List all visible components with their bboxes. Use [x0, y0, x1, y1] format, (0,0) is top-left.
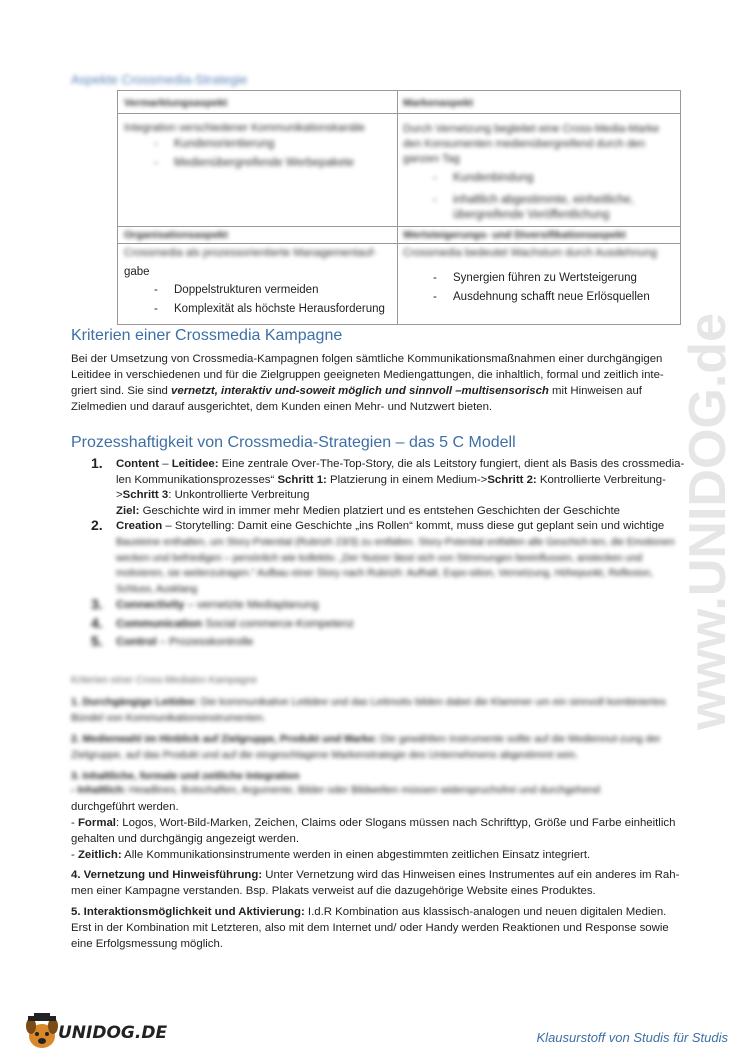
paragraph-text: durchgeführt werden. [71, 801, 179, 813]
item-text: Social commerce-Kompetenz [202, 618, 355, 630]
table-cell-text: Crossmedia als prozessorientierte Managementauf- [124, 247, 377, 259]
list-number: 2. [91, 517, 103, 533]
list-item: - Kundenorientierung [154, 138, 392, 150]
section-title-kriterien: Kriterien einer Crossmedia Kampagne [71, 327, 343, 344]
item-label: Content [116, 458, 160, 470]
list-item-communication [116, 617, 688, 633]
paragraph-integration-heading [71, 769, 683, 785]
footer-tagline: Klausurstoff von Studis für Studis [536, 1030, 728, 1045]
table-header-organisation: Organisationsaspekt [124, 229, 228, 241]
list-number: 1. [91, 455, 103, 471]
item-label: Ziel: [116, 504, 140, 517]
section-title-5c-modell: Prozesshaftigkeit von Crossmedia-Strategien – das 5 C Modell [71, 434, 516, 451]
paragraph-text: Bei der Umsetzung von Crossmedia-Kampagnen folgen sämtliche Kommunikationsmaßnahmen einer durchgängigen Leitidee in verschiedenen und für die Zielgruppen geeigneten Mediengattungen, die inhaltlich, formal und zeitlich inte-griert sind. Sie sind [71, 353, 664, 397]
logo-text: UNIDOG.DE [58, 1023, 168, 1043]
paragraph-label: 1. Durchgängige Leitidee: [71, 697, 199, 708]
paragraph-text: Die gewählten Instrumente sollte auf die Mediennut-zung der Zielgruppe, auf das Produkt und auf die eingeschlagene Markenstrategie des Unternehmens abgestimmt sein. [71, 734, 661, 761]
paragraph-label: Formal [77, 817, 116, 829]
table-divider [118, 113, 680, 114]
paragraph-leitidee [71, 695, 683, 727]
paragraph-text: Alle Kommunikationsinstrumente werden in einen abgestimmten zeitlichen Einsatz integriert. [121, 849, 591, 861]
list-item-creation-blurred: Bausteine enthalten, um Story-Potential (Rubrizh 23/3) zu entfalten. Story-Potential entfalten alle Geschich-ten, die Emotionen wecken und befriedigen – persönlich wie kollektiv. „Der Nutzer lässt sich von Stimmungen beeinflussen, anstecken und motivieren, sie weiterzutragen.“ Aufbau einer Story nach Rubrizh: Aufhalt, Expo-sition, Vernetzung, Höhepunkt, Reflexion, Schluss, Ausklang [116, 537, 675, 595]
paragraph-text: Die kommunikative Leitidee und das Leitmotiv bilden dabei die Klammer um ein sinnvoll kombiniertes Bündel von Kommunikationsinstrumenten. [71, 697, 666, 724]
watermark-text: www.UNIDOG.de [679, 313, 737, 730]
paragraph-integration: durchgeführt werden. - Formal: Logos, Wort-Bild-Marken, Zeichen, Claims oder Slogans müssen nach Schrifttyp, Größe und Farbe einheitlich gehalten und durchgängig angezeigt werden. - Zeitlich: Alle Kommunikationsinstrumente werden in einen abgestimmten zeitlichen Einsatz integriert. [71, 801, 676, 861]
paragraph-text: Unter Vernetzung wird das Hinweisen eines Instrumentes auf ein anderes im Rah-men einer Kampagne verstanden. Bsp. Plakats verweist auf die dazugehörige Website eines Produktes. [71, 869, 680, 897]
paragraph-label: Zeitlich: [77, 849, 122, 861]
table-cell-text: Durch Vernetzung begleitet eine Cross-Media-Marke den Konsumenten medienübergreifend durch den ganzen Tag [403, 123, 660, 165]
item-label: Leitidee: [171, 458, 219, 470]
five-c-list [91, 455, 686, 649]
list-item-content [116, 457, 688, 519]
paragraph-vernetzung [71, 867, 683, 899]
item-text: : Unkontrollierte Verbreitung [168, 489, 310, 502]
item-label: Connectivity [116, 599, 185, 611]
table-cell-text: Crossmedia bedeutet Wachstum durch Ausdehnung [403, 247, 657, 259]
list-number: 5. [91, 633, 103, 649]
aspects-table [117, 90, 681, 325]
list-item: - Komplexität als höchste Herausforderung [154, 303, 392, 315]
section-heading-aspekte: Aspekte Crossmedia-Strategie [71, 72, 248, 87]
paragraph-label: - Inhaltlich: [71, 785, 127, 796]
small-heading-kriterien: Kriterien einer Cross-Medialen Kampagne [71, 675, 258, 686]
item-text: Platzierung in einem Medium-> [326, 473, 488, 486]
table-cell-text: gabe [124, 266, 150, 278]
list-item-connectivity [116, 598, 688, 614]
list-item: - Doppelstrukturen vermeiden [154, 284, 392, 296]
item-label: Control [116, 636, 157, 648]
paragraph-label: 3. Inhaltliche, formale und zeitliche Integration [71, 771, 300, 782]
item-text: – [159, 458, 172, 470]
item-label: Schritt 1: [277, 473, 327, 486]
paragraph-interaktion [71, 904, 683, 952]
item-text: Geschichte wird in immer mehr Medien platziert und es entstehen Geschichten der Geschichte [139, 504, 620, 517]
table-header-wertsteigerung: Wertsteigerungs- und Diversifikationsaspekt [403, 229, 626, 241]
table-header-vermarktung: Vermarktungsaspekt [124, 97, 228, 109]
paragraph-label: 5. Interaktionsmöglichkeit und Aktivierung: [71, 906, 305, 918]
list-item: - inhaltlich abgestimmte, einheitliche, übergreifende Veröffentlichung [433, 193, 671, 223]
paragraph-label: 4. Vernetzung und Hinweisführung: [71, 869, 263, 881]
list-item: - Medienübergreifende Werbepakete [154, 157, 392, 169]
paragraph-emphasis: vernetzt, interaktiv und-soweit möglich und sinnvoll –multisensorisch [171, 385, 549, 397]
item-text: – Prozesskontrolle [156, 636, 254, 648]
item-label: Communication [116, 618, 203, 630]
list-number: 3. [91, 596, 103, 612]
list-number: 4. [91, 615, 103, 631]
dog-icon [22, 1012, 62, 1052]
paragraph-label: 2. Medienwahl im Hinblick auf Zielgruppe, Produkt und Marke: [71, 734, 378, 745]
paragraph-inhaltlich [71, 785, 683, 797]
list-item-creation [116, 519, 688, 535]
paragraph-text: mit Hinweisen auf Zielmedien und darauf ausgerichtet, dem Kunden einen Mehr- und Nutzwert bieten. [71, 385, 642, 413]
item-text: Kontrollierte Verbreitung-> [116, 473, 666, 502]
list-item-control [116, 635, 688, 651]
paragraph-text: Headlines, Botschaften, Argumente, Bilder oder Bildwelten müssen widerspruchsfrei und durchgehend [126, 785, 601, 796]
table-divider [118, 243, 680, 244]
item-label: Schritt 3 [122, 489, 169, 502]
item-label: Schritt 2: [487, 473, 537, 486]
item-text: – vernetzte Mediaplanung [184, 599, 319, 611]
list-item: - Synergien führen zu Wertsteigerung [433, 272, 671, 284]
item-label: Creation [116, 520, 163, 532]
table-header-marke: Markenaspekt [403, 97, 474, 109]
table-divider [397, 91, 398, 324]
list-item: - Ausdehnung schafft neue Erlösquellen [433, 291, 671, 303]
paragraph-medienwahl [71, 732, 683, 764]
table-cell-text: Integration verschiedener Kommunikationskanäle [124, 122, 365, 134]
paragraph-kriterien [71, 351, 683, 415]
paragraph-text: : Logos, Wort-Bild-Marken, Zeichen, Claims oder Slogans müssen nach Schrifttyp, Größe und Farbe einheitlich gehalten und durchgängig angezeigt werden. [71, 817, 676, 845]
item-text: Eine zentrale Over-The-Top-Story, die als Leitstory fungiert, dient als Basis des crossmedia-len Kommunikationsprozesses“ [116, 458, 685, 486]
list-item: - Kundenbindung [433, 171, 671, 186]
item-text: – Storytelling: Damit eine Geschichte „ins Rollen“ kommt, muss diese gut geplant sein und wichtige [162, 520, 665, 532]
paragraph-text: I.d.R Kombination aus klassisch-analogen und neuen digitalen Medien. Erst in der Kombination mit Letzteren, also mit dem Internet und/ oder Handy werden Reaktionen und Response sowie eine Erfolgsmessung möglich. [71, 906, 669, 950]
